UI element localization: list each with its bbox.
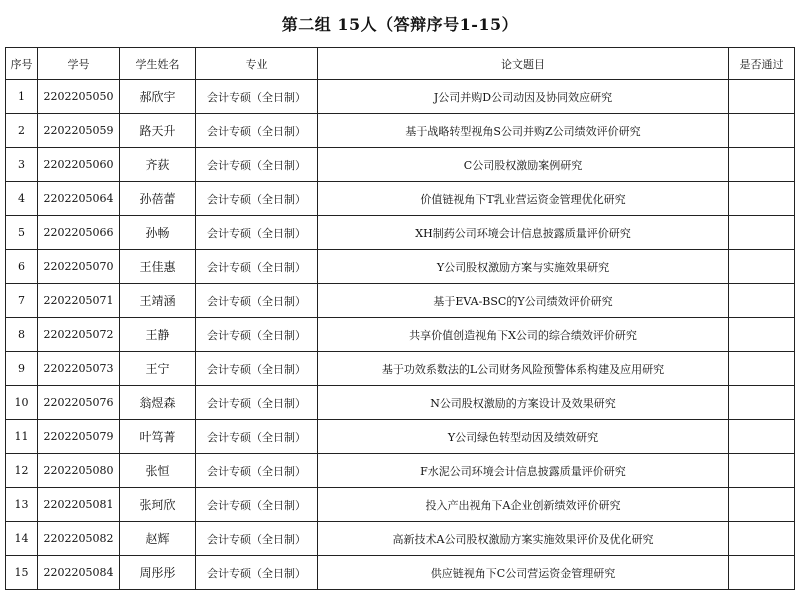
table-header-row — [6, 48, 795, 80]
table-row — [6, 318, 795, 352]
cell-student-name: 王静 — [120, 318, 196, 352]
cell-passed — [729, 80, 795, 114]
table-row — [6, 420, 795, 454]
table-row — [6, 114, 795, 148]
header-thesis-title: 论文题目 — [318, 48, 729, 80]
cell-student-name: 孙畅 — [120, 216, 196, 250]
cell-student-id: 2202205064 — [38, 182, 120, 216]
cell-student-id: 2202205082 — [38, 522, 120, 556]
cell-passed — [729, 250, 795, 284]
cell-seq: 4 — [6, 182, 38, 216]
cell-student-id: 2202205050 — [38, 80, 120, 114]
cell-major: 会计专硕（全日制） — [196, 454, 318, 488]
cell-passed — [729, 148, 795, 182]
table-row — [6, 216, 795, 250]
cell-major: 会计专硕（全日制） — [196, 114, 318, 148]
cell-thesis-title: Y公司绿色转型动因及绩效研究 — [318, 420, 729, 454]
cell-student-id: 2202205060 — [38, 148, 120, 182]
cell-student-id: 2202205073 — [38, 352, 120, 386]
cell-student-id: 2202205079 — [38, 420, 120, 454]
table-row — [6, 488, 795, 522]
table-row — [6, 80, 795, 114]
cell-major: 会计专硕（全日制） — [196, 250, 318, 284]
cell-thesis-title: 供应链视角下C公司营运资金管理研究 — [318, 556, 729, 590]
cell-passed — [729, 352, 795, 386]
cell-student-id: 2202205084 — [38, 556, 120, 590]
cell-passed — [729, 386, 795, 420]
header-seq: 序号 — [6, 48, 38, 80]
cell-passed — [729, 114, 795, 148]
cell-student-name: 赵辉 — [120, 522, 196, 556]
cell-student-name: 叶笃菁 — [120, 420, 196, 454]
cell-thesis-title: 价值链视角下T乳业营运资金管理优化研究 — [318, 182, 729, 216]
cell-seq: 10 — [6, 386, 38, 420]
cell-seq: 15 — [6, 556, 38, 590]
cell-student-id: 2202205080 — [38, 454, 120, 488]
cell-major: 会计专硕（全日制） — [196, 216, 318, 250]
cell-major: 会计专硕（全日制） — [196, 522, 318, 556]
cell-thesis-title: F水泥公司环境会计信息披露质量评价研究 — [318, 454, 729, 488]
cell-seq: 9 — [6, 352, 38, 386]
cell-seq: 7 — [6, 284, 38, 318]
cell-passed — [729, 556, 795, 590]
page-title: 第二组 15人（答辩序号1-15） — [281, 15, 519, 34]
cell-thesis-title: Y公司股权激励方案与实施效果研究 — [318, 250, 729, 284]
cell-student-name: 路天升 — [120, 114, 196, 148]
table-row — [6, 386, 795, 420]
cell-student-id: 2202205076 — [38, 386, 120, 420]
cell-thesis-title: 共享价值创造视角下X公司的综合绩效评价研究 — [318, 318, 729, 352]
cell-passed — [729, 454, 795, 488]
cell-thesis-title: 高新技术A公司股权激励方案实施效果评价及优化研究 — [318, 522, 729, 556]
table-row — [6, 556, 795, 590]
cell-thesis-title: J公司并购D公司动因及协同效应研究 — [318, 80, 729, 114]
header-student-name: 学生姓名 — [120, 48, 196, 80]
cell-major: 会计专硕（全日制） — [196, 80, 318, 114]
cell-major: 会计专硕（全日制） — [196, 284, 318, 318]
cell-thesis-title: 基于功效系数法的L公司财务风险预警体系构建及应用研究 — [318, 352, 729, 386]
table-row — [6, 148, 795, 182]
cell-passed — [729, 522, 795, 556]
header-student-id: 学号 — [38, 48, 120, 80]
table-row — [6, 284, 795, 318]
cell-student-id: 2202205071 — [38, 284, 120, 318]
cell-thesis-title: 投入产出视角下A企业创新绩效评价研究 — [318, 488, 729, 522]
cell-seq: 1 — [6, 80, 38, 114]
cell-seq: 6 — [6, 250, 38, 284]
cell-student-id: 2202205070 — [38, 250, 120, 284]
defense-roster-table — [5, 47, 795, 590]
cell-passed — [729, 488, 795, 522]
table-row — [6, 522, 795, 556]
cell-seq: 8 — [6, 318, 38, 352]
cell-seq: 2 — [6, 114, 38, 148]
cell-major: 会计专硕（全日制） — [196, 420, 318, 454]
table-row — [6, 250, 795, 284]
cell-student-id: 2202205059 — [38, 114, 120, 148]
table-row — [6, 352, 795, 386]
cell-student-name: 张恒 — [120, 454, 196, 488]
cell-seq: 14 — [6, 522, 38, 556]
cell-student-id: 2202205066 — [38, 216, 120, 250]
cell-student-id: 2202205081 — [38, 488, 120, 522]
cell-passed — [729, 284, 795, 318]
cell-thesis-title: XH制药公司环境会计信息披露质量评价研究 — [318, 216, 729, 250]
cell-student-name: 王佳惠 — [120, 250, 196, 284]
cell-seq: 5 — [6, 216, 38, 250]
cell-passed — [729, 216, 795, 250]
cell-passed — [729, 420, 795, 454]
cell-seq: 3 — [6, 148, 38, 182]
cell-thesis-title: 基于EVA-BSC的Y公司绩效评价研究 — [318, 284, 729, 318]
cell-major: 会计专硕（全日制） — [196, 386, 318, 420]
cell-major: 会计专硕（全日制） — [196, 488, 318, 522]
cell-major: 会计专硕（全日制） — [196, 148, 318, 182]
cell-major: 会计专硕（全日制） — [196, 182, 318, 216]
cell-seq: 11 — [6, 420, 38, 454]
cell-seq: 12 — [6, 454, 38, 488]
cell-student-name: 王宁 — [120, 352, 196, 386]
cell-student-id: 2202205072 — [38, 318, 120, 352]
cell-seq: 13 — [6, 488, 38, 522]
cell-student-name: 张珂欣 — [120, 488, 196, 522]
cell-major: 会计专硕（全日制） — [196, 352, 318, 386]
cell-passed — [729, 318, 795, 352]
cell-student-name: 齐荻 — [120, 148, 196, 182]
cell-major: 会计专硕（全日制） — [196, 556, 318, 590]
cell-student-name: 周彤彤 — [120, 556, 196, 590]
cell-passed — [729, 182, 795, 216]
cell-student-name: 翁煜森 — [120, 386, 196, 420]
header-major: 专业 — [196, 48, 318, 80]
table-row — [6, 182, 795, 216]
cell-student-name: 王靖涵 — [120, 284, 196, 318]
header-passed: 是否通过 — [729, 48, 795, 80]
cell-student-name: 郝欣宇 — [120, 80, 196, 114]
cell-student-name: 孙蓓蕾 — [120, 182, 196, 216]
table-row — [6, 454, 795, 488]
cell-thesis-title: C公司股权激励案例研究 — [318, 148, 729, 182]
cell-major: 会计专硕（全日制） — [196, 318, 318, 352]
cell-thesis-title: N公司股权激励的方案设计及效果研究 — [318, 386, 729, 420]
cell-thesis-title: 基于战略转型视角S公司并购Z公司绩效评价研究 — [318, 114, 729, 148]
